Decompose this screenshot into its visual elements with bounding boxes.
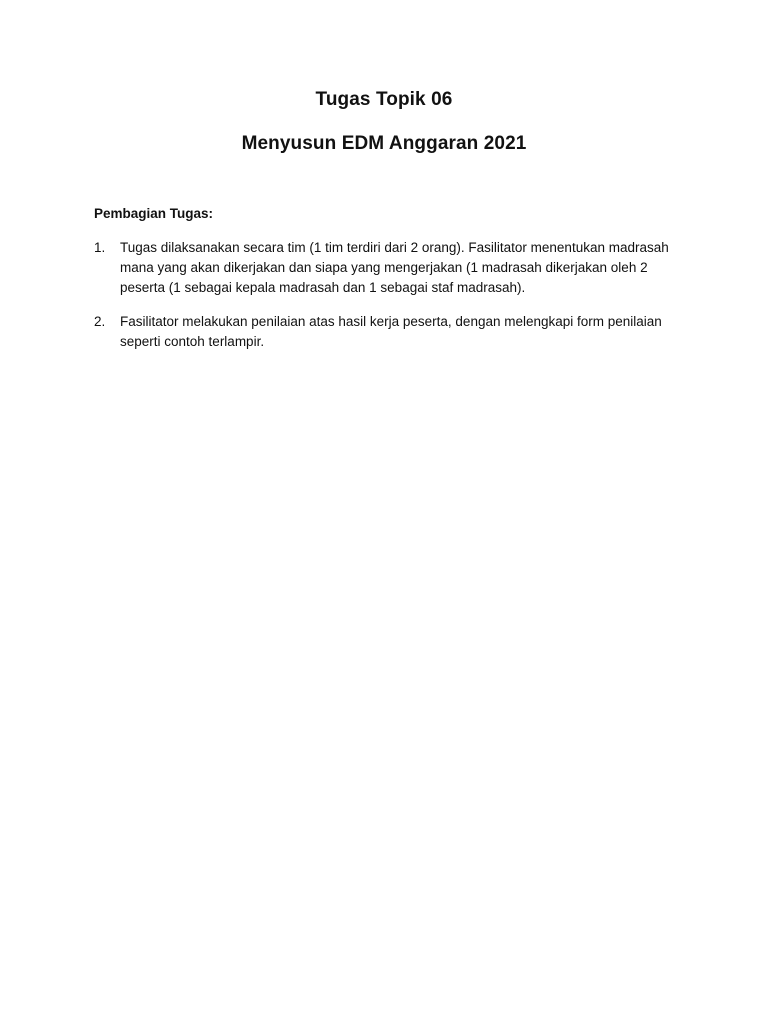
task-number: 1. — [94, 240, 106, 255]
task-list — [94, 238, 674, 366]
task-text: Tugas dilaksanakan secara tim (1 tim terdiri dari 2 orang). Fasilitator menentukan madrasah mana yang akan dikerjakan dan siapa yang mengerjakan (1 madrasah dikerjakan oleh 2 peserta (1 sebagai kepala madrasah dan 1 sebagai staf madrasah). — [120, 240, 669, 295]
task-text: Fasilitator melakukan penilaian atas hasil kerja peserta, dengan melengkapi form penilaian seperti contoh terlampir. — [120, 314, 662, 349]
section-label: Pembagian Tugas: — [94, 206, 214, 221]
document-subtitle: Menyusun EDM Anggaran 2021 — [241, 133, 527, 154]
task-item-2 — [94, 312, 674, 352]
task-item-1 — [94, 238, 674, 298]
task-number: 2. — [94, 314, 106, 329]
document-title: Tugas Topik 06 — [315, 89, 453, 110]
